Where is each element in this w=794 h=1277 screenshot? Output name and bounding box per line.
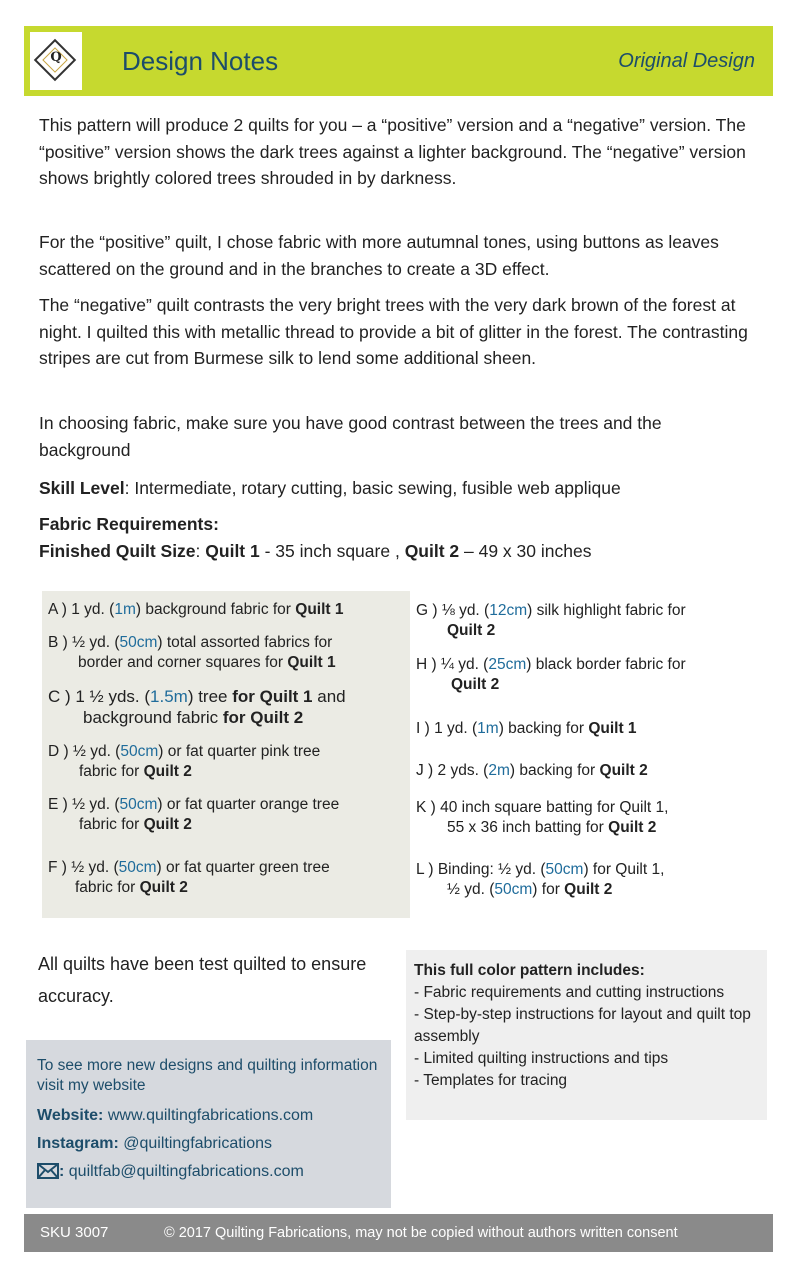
fabric-item-a: A ) 1 yd. (1m) background fabric for Quilt 1 (48, 601, 344, 618)
includes-item: - Templates for tracing (414, 1072, 568, 1089)
sku-label: SKU 3007 (40, 1224, 109, 1241)
fabric-item-b: B ) ½ yd. (50cm) total assorted fabrics for border and corner squares for Quilt 1 (48, 634, 336, 671)
envelope-icon (37, 1161, 59, 1189)
fabric-item-e: E ) ½ yd. (50cm) or fat quarter orange tree fabric for Quilt 2 (48, 796, 340, 833)
fabric-requirements-header: Fabric Requirements: Finished Quilt Size: Quilt 1 - 35 inch square , Quilt 2 – 49 x 30 inches (39, 514, 592, 561)
fabric-item-l: L ) Binding: ½ yd. (50cm) for Quilt 1, ½ yd. (50cm) for Quilt 2 (416, 861, 665, 898)
includes-item: - Step-by-step instructions for layout and quilt top assembly (414, 1006, 751, 1045)
email-link[interactable]: : quiltfab@quiltingfabrications.com (37, 1158, 380, 1189)
skill-level-value: : Intermediate, rotary cutting, basic sewing, fusible web applique (124, 478, 621, 498)
fabric-item-j: J ) 2 yds. (2m) backing for Quilt 2 (416, 762, 648, 779)
page-title: Design Notes (122, 46, 279, 76)
website-link[interactable]: Website: www.quiltingfabrications.com (37, 1107, 314, 1124)
includes-item: - Limited quilting instructions and tips (414, 1050, 669, 1067)
fabric-requirements-heading: Fabric Requirements: (39, 514, 219, 534)
pattern-includes-box (406, 950, 767, 1120)
website-info-box (26, 1040, 391, 1208)
intro-paragraph-3: The “negative” quilt contrasts the very bright trees with the very dark brown of the forest at night. I quilted this with metallic thread to provide a bit of glitter in the forest. The contrasting stripes are cut from Burmese silk to lend some additional sheen. (39, 295, 748, 368)
skill-level (39, 475, 757, 502)
copyright-notice: © 2017 Quilting Fabrications, may not be copied without authors written consent (164, 1225, 678, 1241)
fabric-item-h: H ) ¼ yd. (25cm) black border fabric for Quilt 2 (416, 656, 686, 693)
website-intro: To see more new designs and quilting information visit my website (37, 1057, 378, 1094)
finished-size-label: Finished Quilt Size (39, 540, 196, 561)
includes-title: This full color pattern includes: (414, 962, 645, 979)
footer-bar (24, 1214, 773, 1252)
skill-level-label: Skill Level (39, 478, 125, 498)
fabric-item-i: I ) 1 yd. (1m) backing for Quilt 1 (416, 720, 637, 737)
intro-paragraph-4: In choosing fabric, make sure you have good contrast between the trees and the background (39, 413, 662, 460)
fabric-item-f: F ) ½ yd. (50cm) or fat quarter green tree fabric for Quilt 2 (48, 859, 330, 896)
intro-paragraph-1: This pattern will produce 2 quilts for you – a “positive” version and a “negative” version. The “positive” version shows the dark trees against a lighter background. The “negative” version shows brightly colored trees shrouded in by darkness. (39, 115, 746, 188)
logo-letter: Q (50, 50, 62, 65)
fabric-item-c: C ) 1 ½ yds. (1.5m) tree for Quilt 1 and background fabric for Quilt 2 (48, 687, 346, 727)
includes-item: - Fabric requirements and cutting instructions (414, 984, 725, 1001)
test-quilted-note: All quilts have been test quilted to ensure accuracy. (38, 954, 367, 1006)
fabric-item-g: G ) ⅛ yd. (12cm) silk highlight fabric for Quilt 2 (416, 602, 686, 639)
intro-paragraph-2: For the “positive” quilt, I chose fabric with more autumnal tones, using buttons as leaves scattered on the ground and in the branches to create a 3D effect. (39, 232, 719, 279)
original-design-label: Original Design (618, 50, 755, 72)
fabric-item-k: K ) 40 inch square batting for Quilt 1, 55 x 36 inch batting for Quilt 2 (416, 799, 669, 836)
instagram-link[interactable]: Instagram: @quiltingfabrications (37, 1135, 273, 1152)
logo (30, 32, 82, 90)
fabric-item-d: D ) ½ yd. (50cm) or fat quarter pink tree fabric for Quilt 2 (48, 743, 321, 780)
